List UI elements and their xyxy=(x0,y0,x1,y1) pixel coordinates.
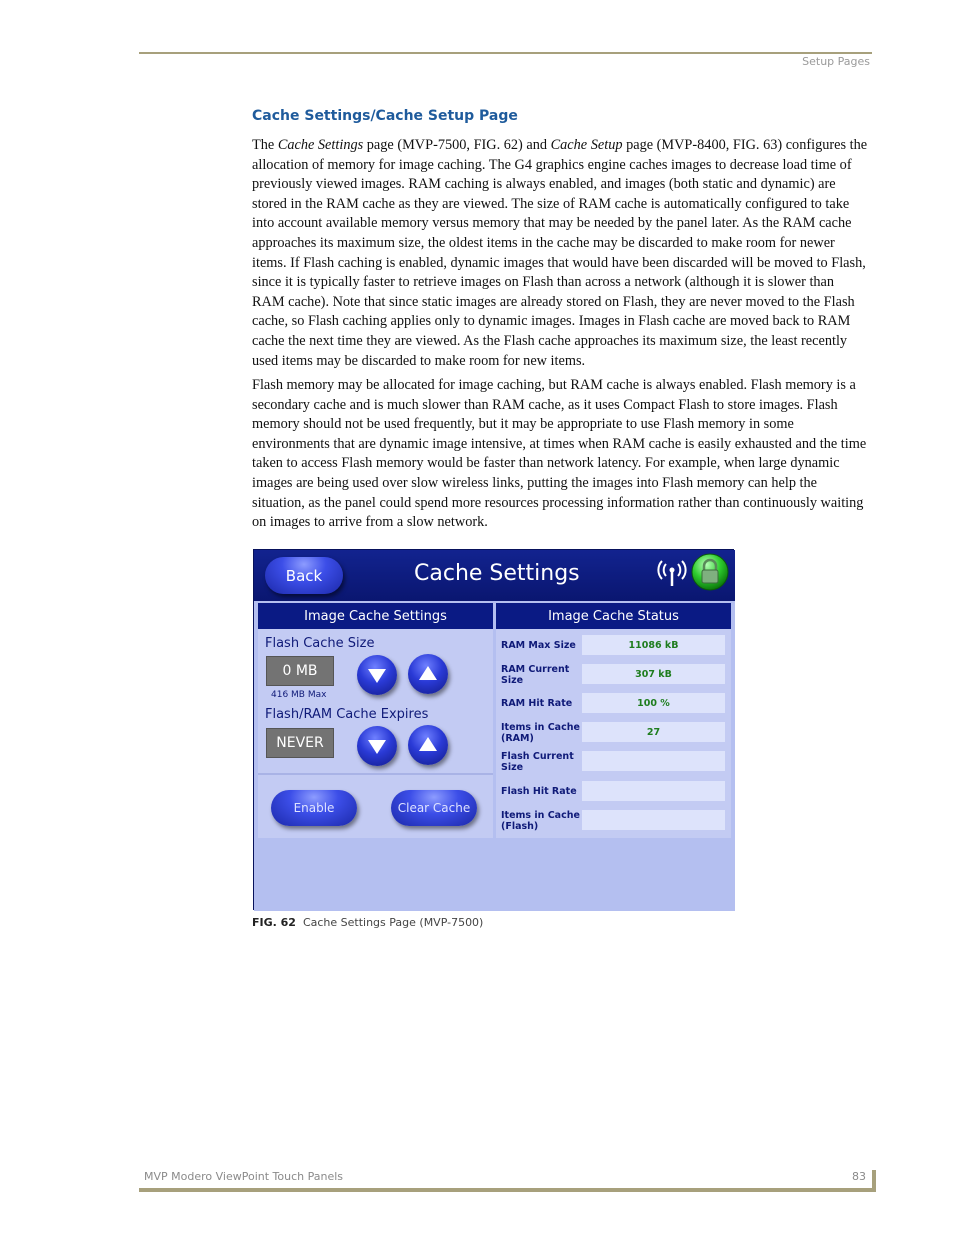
up-arrow-icon xyxy=(416,662,440,686)
down-arrow-icon xyxy=(365,663,389,687)
figure-caption: FIG. 62 Cache Settings Page (MVP-7500) xyxy=(252,916,484,929)
panel-titlebar xyxy=(254,550,735,601)
paragraph-1: The Cache Settings page (MVP-7500, FIG. 62) and Cache Setup page (MVP-8400, FIG. 63) configures the allocation of memory for image caching. The G4 graphics engine caches images to decrease load time of previously viewed images. RAM caching is always enabled, and images (both static and dynamic) are stored in the RAM cache as they are viewed. The size of RAM cache is automatically configured to take into account available memory versus memory that may be needed by the panel later. As the RAM cache approaches its maximum size, the oldest items in the cache may be discarded to make room for newer items. If Flash caching is enabled, dynamic images that would have been discarded will be moved to Flash, since it is typically faster to retrieve images on Flash than across a network (although it is slower than RAM cache). Note that since static images are already stored on Flash, they are never moved to the Flash cache, so Flash caching applies only to dynamic images. Images in Flash cache are moved back to RAM cache the next time they are viewed. As the Flash cache approaches its maximum size, the least recently used items may be discarded to make room for new items. xyxy=(252,137,868,369)
signal-icon xyxy=(657,559,687,589)
down-arrow-icon xyxy=(365,734,389,758)
flash-cache-size-label: Flash Cache Size xyxy=(265,636,375,651)
panel-title: Cache Settings xyxy=(414,561,580,586)
panel-content xyxy=(254,601,735,911)
status-value: 307 kB xyxy=(582,664,725,684)
header-rule xyxy=(139,52,872,54)
status-value xyxy=(582,810,725,830)
status-label: Items in Cache (Flash) xyxy=(501,810,580,832)
image-cache-settings-group xyxy=(258,603,493,838)
flash-cache-increase-button[interactable] xyxy=(408,654,448,694)
image-cache-status-group xyxy=(496,603,731,838)
status-row xyxy=(496,693,731,719)
back-button[interactable]: Back xyxy=(265,557,343,594)
status-row xyxy=(496,722,731,748)
status-value: 11086 kB xyxy=(582,635,725,655)
clear-cache-button[interactable]: Clear Cache xyxy=(391,790,477,826)
status-label: Flash Current Size xyxy=(501,751,574,773)
enable-button[interactable]: Enable xyxy=(271,790,357,826)
lock-icon[interactable] xyxy=(691,553,729,591)
status-value xyxy=(582,781,725,801)
up-arrow-icon xyxy=(416,733,440,757)
status-label: RAM Max Size xyxy=(501,640,576,651)
status-row xyxy=(496,635,731,661)
flash-cache-max-label: 416 MB Max xyxy=(271,690,327,700)
cache-expires-increase-button[interactable] xyxy=(408,725,448,765)
cache-expires-decrease-button[interactable] xyxy=(357,726,397,766)
image-cache-status-heading: Image Cache Status xyxy=(496,603,731,629)
status-row xyxy=(496,781,731,807)
footer-tick xyxy=(872,1170,876,1190)
status-row xyxy=(496,751,731,777)
status-label: RAM Current Size xyxy=(501,664,570,686)
status-row xyxy=(496,664,731,690)
status-label: Items in Cache (RAM) xyxy=(501,722,580,744)
section-title: Cache Settings/Cache Setup Page xyxy=(252,108,518,124)
cache-expires-value: NEVER xyxy=(266,728,334,758)
image-cache-settings-heading: Image Cache Settings xyxy=(258,603,493,629)
status-label: RAM Hit Rate xyxy=(501,698,573,709)
flash-cache-size-value: 0 MB xyxy=(266,656,334,686)
footer-rule xyxy=(139,1188,876,1192)
cache-expires-label: Flash/RAM Cache Expires xyxy=(265,707,429,722)
status-value: 27 xyxy=(582,722,725,742)
flash-cache-decrease-button[interactable] xyxy=(357,655,397,695)
cache-settings-screenshot xyxy=(253,549,734,910)
settings-divider xyxy=(258,773,493,775)
status-value: 100 % xyxy=(582,693,725,713)
status-row xyxy=(496,810,731,836)
paragraph-2: Flash memory may be allocated for image caching, but RAM cache is always enabled. Flash memory is a secondary cache and is much slower than RAM cache, as it uses Compact Flash to store images. Flash memory should not be used frequently, but it may be appropriate to use Flash memory in some environments that are dynamic image intensive, at times when RAM cache is easily exhausted and the time taken to access Flash memory would be faster than network latency. For example, when large dynamic images are being used over slow wireless links, putting the images into Flash memory can help the situation, as the panel could spend more resources processing information rather than continuously waiting on images to arrive from a slow network. xyxy=(252,377,867,531)
running-head: Setup Pages xyxy=(802,55,870,68)
status-value xyxy=(582,751,725,771)
footer-title: MVP Modero ViewPoint Touch Panels xyxy=(144,1170,344,1183)
page-number: 83 xyxy=(852,1170,866,1183)
status-label: Flash Hit Rate xyxy=(501,786,577,797)
